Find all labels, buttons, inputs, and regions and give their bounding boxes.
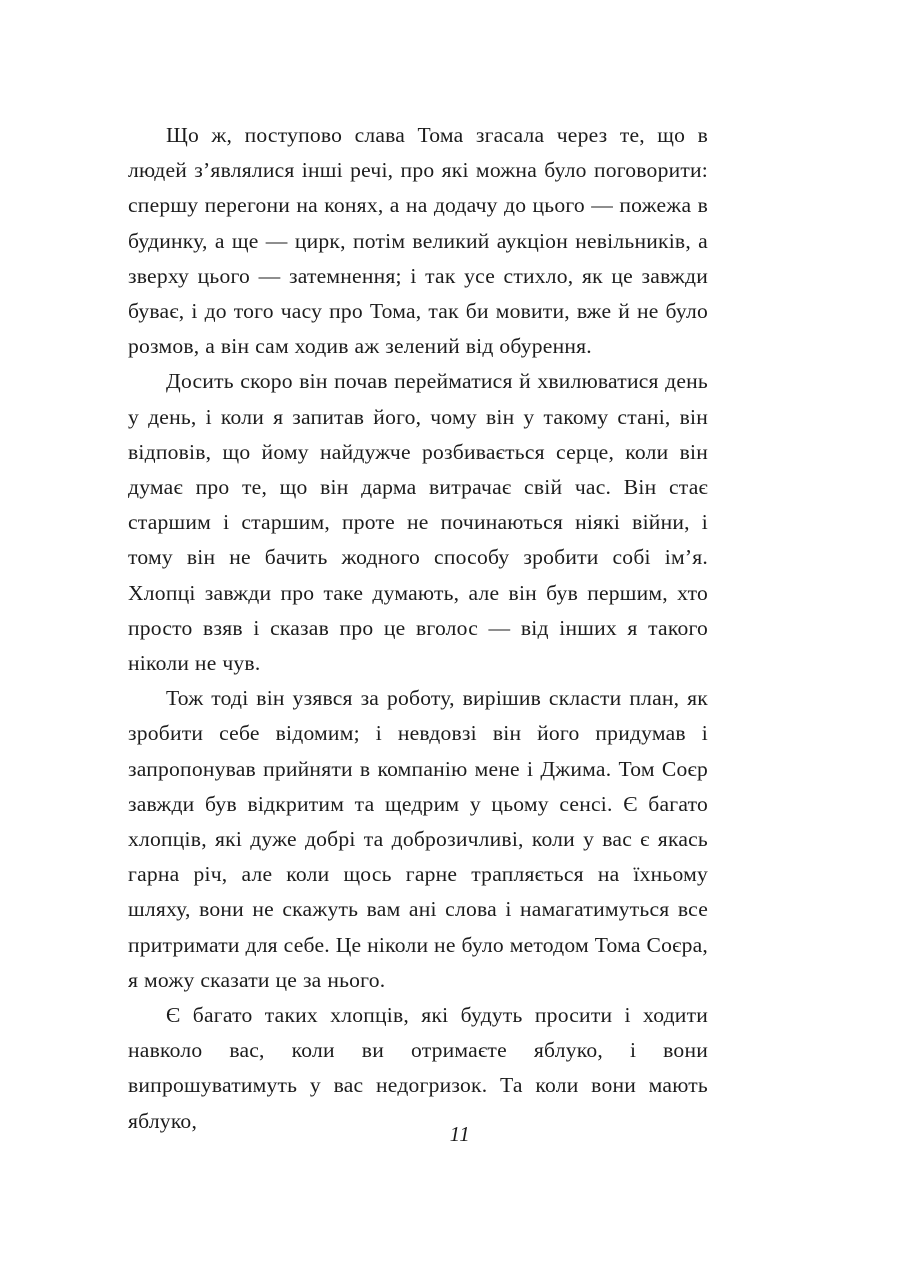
paragraph-2: Досить скоро він почав перейматися й хвилюватися день у день, і коли я запитав його, чому він у такому стані, він відповів, що йому найдужче розбивається серце, коли він думає про те, що він дарма витрачає свій час. Він стає старшим і старшим, проте не починаються ніякі війни, і тому він не бачить жодного способу зробити собі ім’я. Хлопці завжди про таке думають, але він був першим, хто просто взяв і сказав про це вголос — від інших я такого ніколи не чув. <box>128 369 708 676</box>
page-text-block <box>128 118 708 1139</box>
paragraph-4: Є багато таких хлопців, які будуть просити і ходити навколо вас, коли ви отримаєте яблуко, і вони випрошуватимуть у вас недогризок. Та коли вони мають яблуко, <box>128 1003 708 1133</box>
paragraph-1: Що ж, поступово слава Тома згасала через те, що в людей з’являлися інші речі, про які можна було поговорити: спершу перегони на конях, а на додачу до цього — пожежа в будинку, а ще — цирк, потім великий аукціон невільників, а зверху цього — затемнення; і так усе стихло, як це завжди буває, і до того часу про Тома, так би мовити, вже й не було розмов, а він сам ходив аж зелений від обурення. <box>128 123 708 359</box>
page-number: 11 <box>449 1122 471 1146</box>
paragraph-3: Тож тоді він узявся за роботу, вирішив скласти план, як зробити себе відомим; і невдовзі він його придумав і запропонував прийняти в компанію мене і Джима. Том Соєр завжди був відкритим та щедрим у цьому сенсі. Є багато хлопців, які дуже добрі та доброзичливі, коли у вас є якась гарна річ, але коли щось гарне трапляється на їхньому шляху, вони не скажуть вам ані слова і намагатимуться все притримати для себе. Це ніколи не було методом Тома Соєра, я можу сказати це за нього. <box>128 686 708 992</box>
